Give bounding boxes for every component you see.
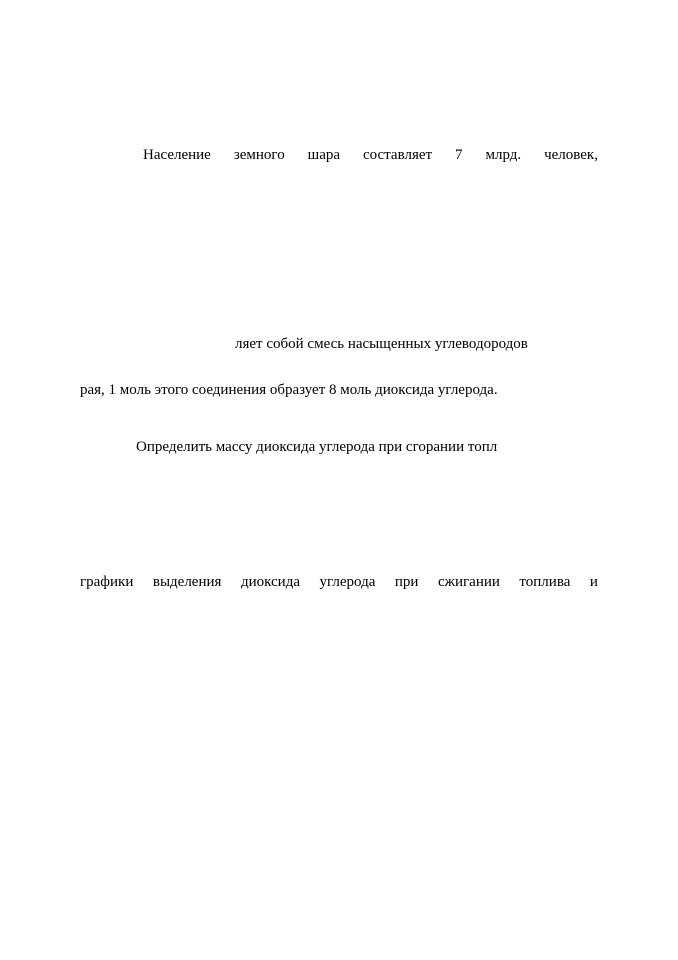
word: 7 xyxy=(455,147,463,163)
word: графики xyxy=(80,574,134,590)
paragraph-line-task: Определить массу диоксида углерода при сгорании топл xyxy=(136,439,498,455)
word: диоксида xyxy=(240,574,300,590)
paragraph-line-population xyxy=(143,146,598,164)
word: составляет xyxy=(362,147,433,163)
word: при xyxy=(394,574,419,590)
word: млрд. xyxy=(485,147,522,163)
word: углерода xyxy=(319,574,376,590)
word: шара xyxy=(307,147,341,163)
word: топлива xyxy=(519,574,571,590)
paragraph-line-graphs xyxy=(80,573,598,591)
word: выделения xyxy=(152,574,222,590)
word: Население xyxy=(143,147,211,163)
word: человек, xyxy=(544,147,598,163)
paragraph-line-mole-ratio: рая, 1 моль этого соединения образует 8 моль диоксида углерода. xyxy=(80,382,498,398)
word: и xyxy=(589,574,598,590)
paragraph-line-hydrocarbons: ляет собой смесь насыщенных углеводородов xyxy=(235,336,528,352)
word: сжигании xyxy=(437,574,500,590)
word: земного xyxy=(233,147,285,163)
